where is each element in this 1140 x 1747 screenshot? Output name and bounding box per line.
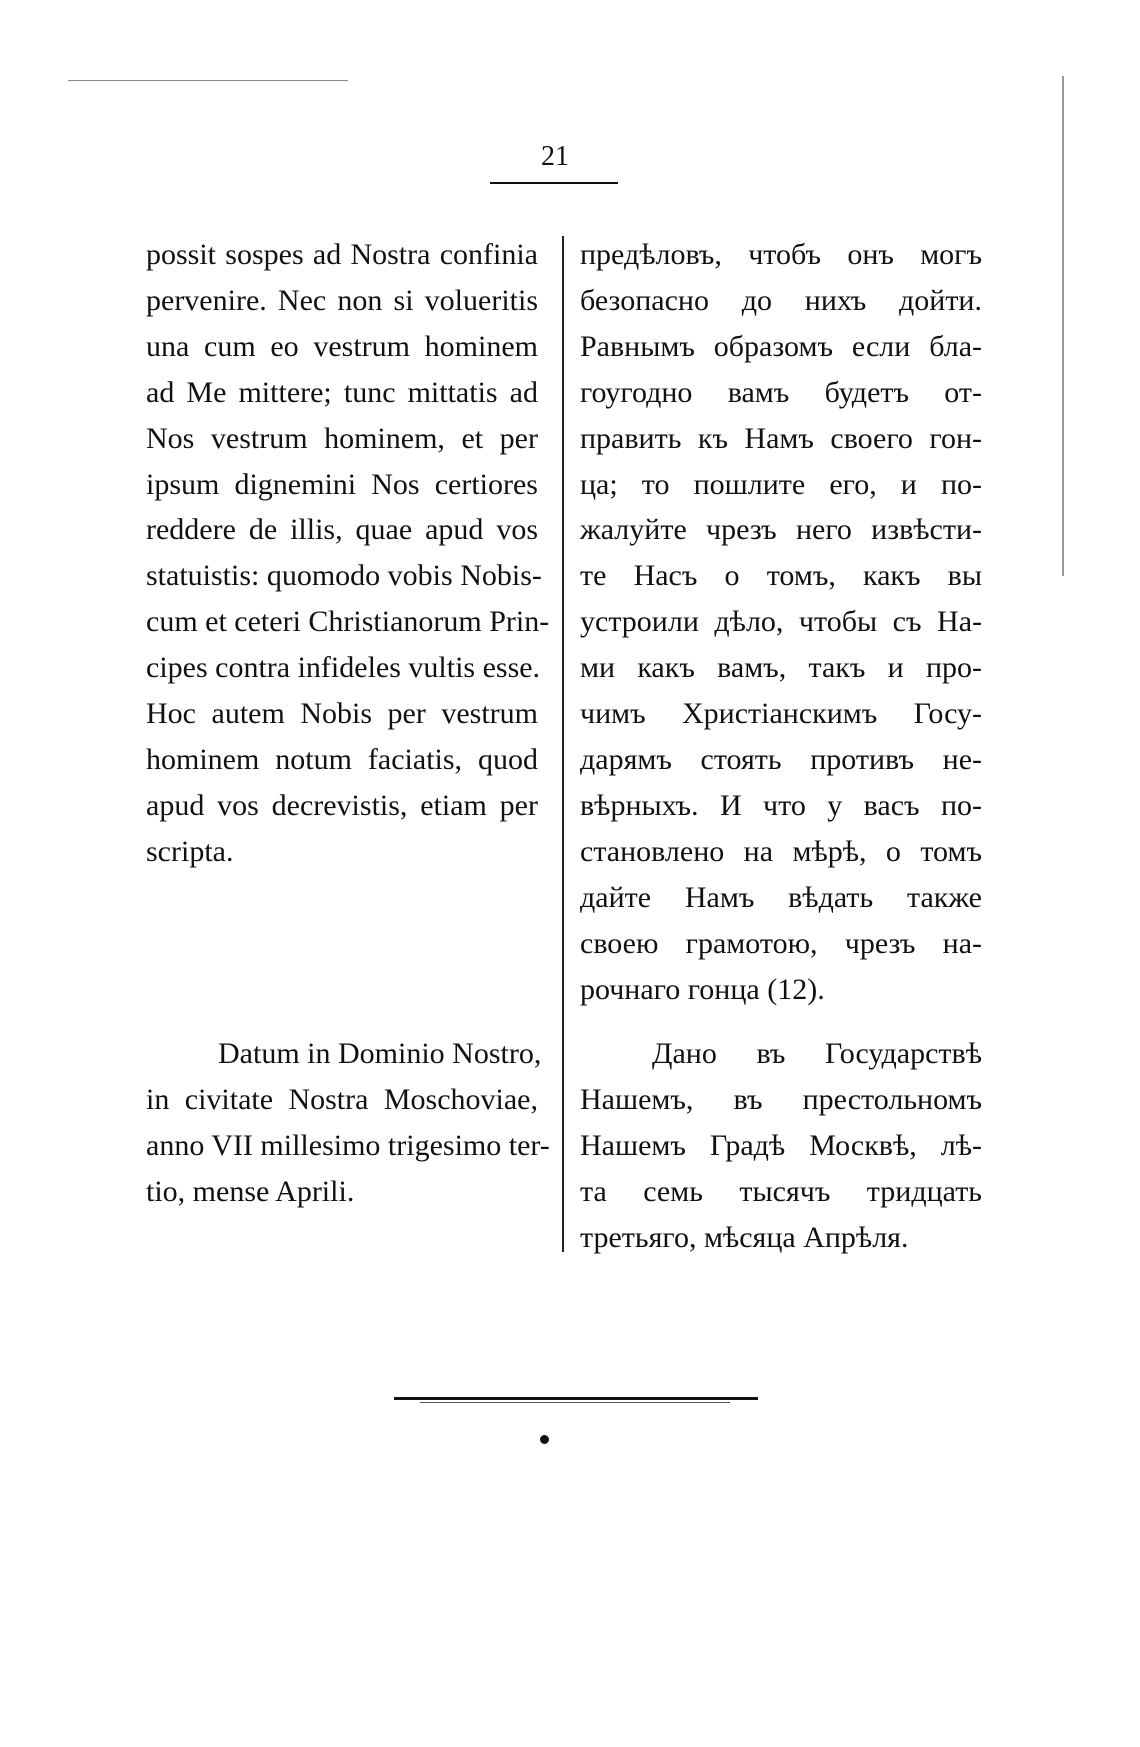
russian-line: править къ Намъ своего гон- bbox=[580, 421, 982, 455]
latin-date-line: in civitate Nostra Moschoviae, bbox=[146, 1082, 538, 1116]
russian-line: вѣрныхъ. И что у васъ по- bbox=[580, 788, 982, 822]
latin-line: Hoc autem Nobis per vestrum bbox=[146, 697, 538, 731]
russian-date-line: Нашемъ, въ престольномъ bbox=[580, 1082, 982, 1116]
russian-line: предѣловъ, чтобъ онъ могъ bbox=[580, 238, 982, 271]
russian-line: жалуйте чрезъ него извѣсти- bbox=[580, 513, 982, 547]
latin-line: hominem notum faciatis, quod bbox=[146, 742, 538, 776]
russian-date-block bbox=[580, 1031, 982, 1261]
russian-line: своею грамотою, чрезъ на- bbox=[580, 926, 982, 960]
latin-line: Nos vestrum hominem, et per bbox=[146, 421, 538, 455]
latin-date-line: Datum in Dominio Nostro, bbox=[218, 1037, 542, 1070]
russian-line: дайте Намъ вѣдать также bbox=[580, 880, 982, 914]
scan-edge-mark-right bbox=[1062, 76, 1064, 576]
latin-line: ad Me mittere; tunc mittatis ad bbox=[146, 375, 538, 409]
russian-column bbox=[580, 232, 982, 1012]
latin-line: statuistis: quomodo vobis Nobis- bbox=[146, 559, 542, 593]
page-number: 21 bbox=[541, 141, 569, 172]
russian-line: те Насъ о томъ, какъ вы bbox=[580, 559, 982, 593]
latin-line: reddere de illis, quae apud vos bbox=[146, 513, 538, 547]
russian-line: ца; то пошлите его, и по- bbox=[580, 467, 982, 501]
latin-date-line: tio, mense Aprili. bbox=[146, 1174, 355, 1208]
russian-line: рочнаго гонца (12). bbox=[580, 972, 825, 1006]
latin-line: pervenire. Nec non si volueritis bbox=[146, 283, 538, 317]
russian-line: Равнымъ образомъ если бла- bbox=[580, 329, 982, 363]
column-divider bbox=[562, 236, 564, 1252]
latin-line: possit sospes ad Nostra confinia bbox=[146, 238, 538, 271]
latin-line: cipes contra infideles vultis esse. bbox=[146, 651, 541, 685]
latin-column bbox=[146, 232, 550, 875]
scan-edge-mark-top bbox=[68, 80, 348, 81]
russian-date-line: Нашемъ Градѣ Москвѣ, лѣ- bbox=[580, 1128, 982, 1162]
russian-line: ми какъ вамъ, такъ и про- bbox=[580, 651, 982, 685]
latin-line: apud vos decrevistis, etiam per bbox=[146, 788, 538, 822]
russian-line: устроили дѣло, чтобы съ На- bbox=[580, 605, 982, 639]
russian-line: становлено на мѣрѣ, о томъ bbox=[580, 834, 982, 868]
russian-date-line: та семь тысячъ тридцать bbox=[580, 1174, 982, 1208]
latin-line: cum et ceteri Christianorum Prin- bbox=[146, 605, 550, 639]
russian-line: безопасно до нихъ дойти. bbox=[580, 283, 982, 317]
latin-date-block bbox=[146, 1031, 550, 1215]
end-ornament-dot bbox=[540, 1435, 549, 1444]
russian-line: дарямъ стоять противъ не- bbox=[580, 742, 982, 776]
page-number-rule bbox=[490, 182, 618, 184]
latin-line: ipsum dignemini Nos certiores bbox=[146, 467, 538, 501]
end-rule bbox=[394, 1397, 758, 1400]
russian-date-line: третьяго, мѣсяца Апрѣля. bbox=[580, 1220, 909, 1254]
latin-date-line: anno VII millesimo trigesimo ter- bbox=[146, 1128, 550, 1162]
latin-line: scripta. bbox=[146, 834, 234, 868]
russian-line: гоугодно вамъ будетъ от- bbox=[580, 375, 982, 409]
russian-date-line: Дано въ Государствѣ bbox=[652, 1037, 982, 1070]
latin-line: una cum eo vestrum hominem bbox=[146, 329, 538, 363]
end-rule-thin bbox=[420, 1402, 730, 1403]
russian-line: чимъ Христіанскимъ Госу- bbox=[580, 697, 982, 731]
